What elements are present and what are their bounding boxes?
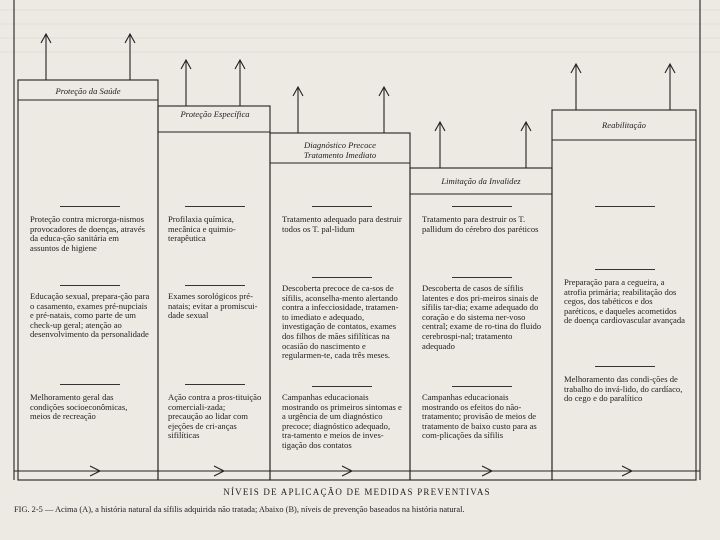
- stage-item: Descoberta precoce de ca-sos de sífilis, aconselha-mento alertando contra a infecciosidade, tratamen-to imediato e adequado, investigação de contatos, exames dos filhos de mães sifilíticas na ocasião do nascimento e regularmen-te, cada três meses.: [282, 283, 399, 361]
- figure-caption: FIG. 2-5 — Acima (A), a história natural da sífilis adquirida não tratada; Abaixo (B), níveis de prevenção baseados na história natural.: [14, 505, 465, 514]
- stage-item: Campanhas educacionais mostrando os primeiros sintomas e a urgência de um diagnóstico precoce; diagnóstico adequado, tra-tamento e meios de inves-tigação dos contatos: [282, 392, 402, 450]
- item-separator: [452, 206, 512, 207]
- item-separator: [452, 277, 512, 278]
- item-separator: [312, 206, 372, 207]
- up-arrow-icon: [41, 34, 51, 80]
- stage-item: Campanhas educacionais mostrando os efeitos do não-tratamento; provisão de meios de tratamento de baixo custo para as com-plicações da sífilis: [422, 392, 537, 441]
- stage-column-2: [168, 206, 262, 461]
- item-separator: [60, 384, 120, 385]
- up-arrow-icon: [571, 64, 581, 110]
- stage-column-4: [422, 206, 542, 471]
- stage-item: Exames sorológicos pré-natais; evitar a promiscui-dade sexual: [168, 291, 258, 321]
- stage-item: Tratamento para destruir os T. pallidum do cérebro dos paréticos: [422, 214, 539, 234]
- item-separator: [595, 206, 655, 207]
- stage-item: Tratamento adequado para destruir todos os T. pal-lidum: [282, 214, 402, 234]
- stage-title-1: Proteção da Saúde: [55, 86, 121, 96]
- stage-title-4: Limitação da Invalidez: [441, 176, 521, 186]
- item-separator: [312, 277, 372, 278]
- item-separator: [595, 269, 655, 270]
- up-arrow-icon: [293, 87, 303, 133]
- up-arrow-icon: [235, 60, 245, 106]
- item-separator: [185, 285, 245, 286]
- item-separator: [312, 386, 372, 387]
- stage-item: Melhoramento geral das condições socioeconômicas, meios de recreação: [30, 392, 128, 422]
- stage-title-2: Proteção Específica: [180, 109, 250, 119]
- stage-item: Melhoramento das condi-ções de trabalho do invá-lido, do cardíaco, do cego e do paralítico: [564, 374, 683, 404]
- stage-column-3: [282, 206, 402, 471]
- stage-item: Preparação para a cegueira, a atrofia primária; reabilitação dos cegos, dos tabéticos e dos paréticos, e daqueles acometidos de doença cardiovascular avançada: [564, 277, 685, 326]
- diagram-footer: NÍVEIS DE APLICAÇÃO DE MEDIDAS PREVENTIVAS: [223, 487, 491, 497]
- item-separator: [452, 386, 512, 387]
- up-arrow-icon: [665, 64, 675, 110]
- up-arrow-icon: [521, 122, 531, 168]
- item-separator: [595, 366, 655, 367]
- item-separator: [60, 285, 120, 286]
- stage-item: Ação contra a pros-tituição comerciali-zada; precaução ao lidar com ejeções de cri-anças sifilíticas: [168, 392, 262, 441]
- up-arrow-icon: [379, 87, 389, 133]
- stage-title-5: Reabilitação: [602, 120, 646, 130]
- item-separator: [60, 206, 120, 207]
- stage-item: Proteção contra microrga-nismos provocadores de doenças, através da educa-ção sanitária em assuntos de higiene: [30, 214, 146, 253]
- item-separator: [185, 206, 245, 207]
- up-arrow-icon: [125, 34, 135, 80]
- up-arrow-icon: [181, 60, 191, 106]
- stage-item: Educação sexual, prepara-ção para o casamento, exames pré-nupciais e pré-natais, como parte de um check-up geral; atenção ao desenvolvimento da personalidade: [30, 291, 150, 340]
- stage-column-5: [564, 206, 686, 461]
- stage-item: Descoberta de casos de sífilis latentes e dos pri-meiros sinais de sífilis tar-dia; exame adequado do coração e do sistema ner-voso central; exame de ro-tina do fluido cerebrospi-nal; tratamento adequado: [422, 283, 542, 351]
- stage-item: Profilaxia química, mecânica e quimio-terapêutica: [168, 214, 236, 244]
- up-arrow-icon: [435, 122, 445, 168]
- background-lines: [0, 10, 720, 52]
- item-separator: [185, 384, 245, 385]
- stage-title-3: Diagnóstico Precoce Tratamento Imediato: [303, 140, 377, 160]
- stage-column-1: [30, 206, 150, 461]
